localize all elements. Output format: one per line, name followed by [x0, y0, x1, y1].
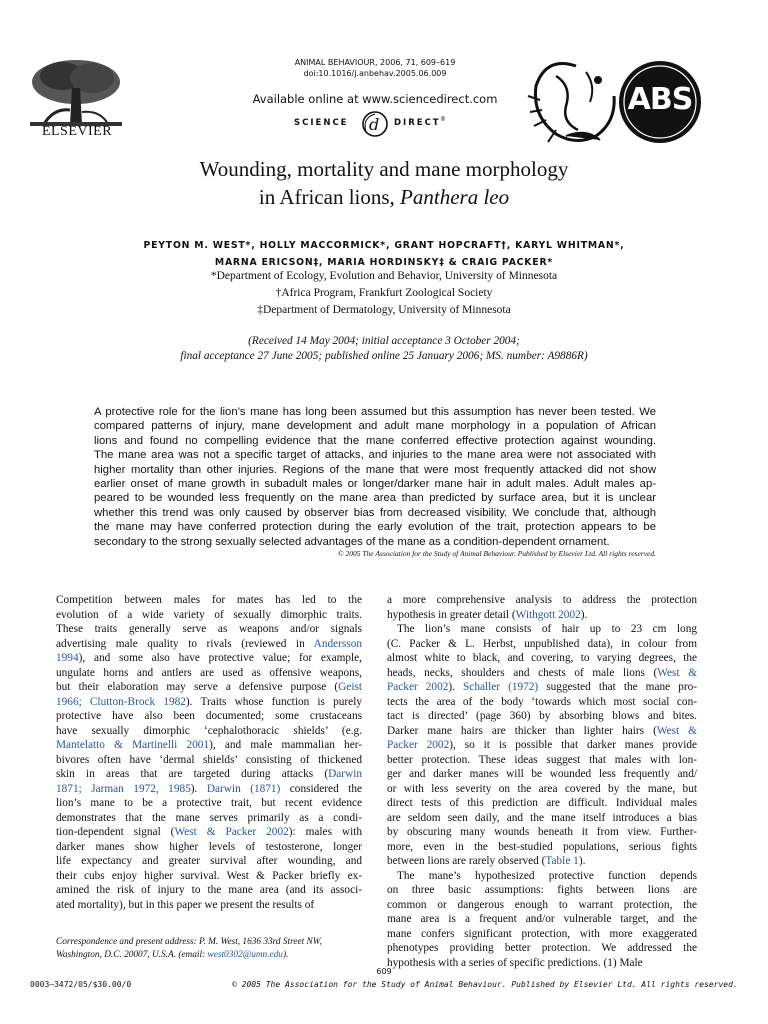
body-left-column	[56, 593, 362, 912]
correspondence-line2	[56, 950, 288, 960]
text-line	[56, 695, 362, 710]
doi[interactable]: doi:10.1016/j.anbehav.2005.06.009	[303, 69, 447, 78]
abstract-line: The mane area was not a specific target of attacks, and injuries to the mane area were not associated with	[94, 449, 656, 462]
text-segment: ).	[448, 681, 464, 693]
sd-left-text: SCIENCE	[294, 118, 349, 128]
text-segment: ), so it is possible that darker manes provide	[449, 739, 697, 751]
affiliation-2: †Africa Program, Frankfurt Zoological Society	[275, 287, 493, 299]
text-segment: The lion’s mane consists of hair up to 23 cm long	[397, 623, 697, 635]
citation-link[interactable]: Mantelatto & Martinelli 2001	[56, 739, 210, 751]
text-line	[387, 622, 697, 637]
text-segment: almost white to black, and covering, to varying degrees, the	[387, 652, 697, 664]
text-segment: Darker mane hairs are thicker than lighter hairs (	[387, 724, 657, 737]
text-line	[56, 811, 362, 826]
citation-link[interactable]: Andersson	[313, 637, 362, 650]
text-line	[56, 680, 362, 695]
text-line	[387, 738, 697, 753]
text-segment: or with less severity on the area covered by the mane, but	[387, 782, 697, 795]
abstract-line: lions and found no compelling evidence that the mane conferred effective protection against wounding.	[94, 434, 656, 447]
text-line	[387, 840, 697, 855]
citation-link[interactable]: 1994	[56, 652, 79, 664]
citation-link[interactable]: West &	[656, 724, 697, 737]
citation-link[interactable]: Table 1	[545, 855, 579, 867]
registered-mark-icon: ®	[440, 116, 446, 123]
text-segment: ). Traits whose function is purely	[185, 695, 362, 708]
text-segment: These traits generally serve as weapons and/or signals	[56, 623, 362, 635]
citation-link[interactable]: Packer 2002	[387, 739, 450, 751]
citation-link[interactable]: Darwin	[328, 768, 362, 780]
text-segment: The mane’s hypothesized protective function depends	[397, 869, 697, 882]
text-segment: suggested that the mane pro-	[538, 681, 697, 693]
text-segment: tects the area of the body ‘towards which most social con-	[387, 695, 697, 708]
issn: 0003–3472/05/$30.00/0	[30, 980, 132, 989]
text-line	[56, 608, 362, 623]
citation-link[interactable]: West & Packer 2002	[174, 826, 289, 838]
text-line	[387, 767, 697, 782]
text-line	[387, 883, 697, 898]
abstract-line: whether this trend was only caused by observer bias from decreased visibility. We conclude that, although	[94, 506, 656, 519]
text-line	[56, 593, 362, 608]
abstract-line: secondary to the strong sexually selected advantages of the mane as a condition-dependent ornament.	[94, 535, 610, 548]
text-segment: demonstrates that the mane serves primarily as a condi-	[56, 811, 362, 824]
text-line	[56, 724, 362, 739]
text-segment: their cubs enjoy higher survival. West & Packer briefly ex-	[56, 869, 362, 882]
text-line	[56, 869, 362, 884]
text-line	[387, 695, 697, 710]
text-line	[387, 608, 697, 623]
text-segment: hypothesis with a series of specific predictions. (1) Male	[387, 956, 643, 969]
text-line	[387, 782, 697, 797]
text-line	[56, 622, 362, 637]
text-line	[56, 651, 362, 666]
text-line	[387, 912, 697, 927]
text-segment: a more comprehensive analysis to address the protection	[387, 594, 697, 606]
text-segment: (C. Packer & L. Herbst, unpublished data), in colour from	[387, 637, 697, 650]
authors-line1: PEYTON M. WEST*, HOLLY MACCORMICK*, GRANT HOPCRAFT†, KARYL WHITMAN*,	[143, 240, 625, 251]
authors-line2: MARNA ERICSON‡, MARIA HORDINSKY‡ & CRAIG PACKER*	[214, 257, 554, 268]
text-line	[387, 941, 697, 956]
text-segment: have sexually dimorphic ‘cephalothoracic shields’ (e.g.	[56, 724, 362, 737]
text-segment: advertising male quality to rivals (reviewed in	[56, 637, 314, 650]
footer-copyright: © 2005 The Association for the Study of Animal Behaviour. Published by Elsevier Ltd. All rights reserved.	[232, 980, 738, 989]
text-line	[387, 680, 697, 695]
text-line	[387, 869, 697, 884]
text-line	[56, 883, 362, 898]
abstract-line: peared to be wounded less frequently on the mane area than predicted by surface area, but it is unclear	[94, 492, 656, 505]
text-segment: common or dangerous enough to warrant protection, the	[387, 898, 697, 911]
text-segment: mane confers significant protection, with more exaggerated	[387, 927, 697, 940]
text-line	[56, 637, 362, 652]
article-title-line2	[0, 185, 768, 210]
citation-link[interactable]: 1966; Clutton-Brock 1982	[56, 695, 186, 708]
text-segment: ated mortality), but in this paper we present the results of	[56, 898, 315, 911]
text-segment: ), and male mammalian her-	[209, 739, 363, 751]
text-segment: hypothesis in greater detail (	[387, 608, 516, 621]
affiliation-1: *Department of Ecology, Evolution and Behavior, University of Minnesota	[210, 270, 558, 282]
text-segment: lion’s mane to be a protective trait, but recent evidence	[56, 797, 362, 809]
text-segment: ger and darker manes will be wounded less frequently and/	[387, 768, 697, 780]
correspondence-prefix: Washington, D.C. 20007, U.S.A. (email:	[56, 950, 208, 960]
abstract-line: higher mortality than other injuries. Regions of the mane that were most frequently attacked did not show	[94, 463, 656, 476]
text-segment: by obscuring many wounds beneath it from view. Further-	[387, 826, 697, 838]
abstract-line: earlier onset of mane growth in subadult males or longer/darker mane hair in adult males. Adult males ap-	[94, 478, 656, 491]
text-segment: direct tests of this prediction are difficult. Individual males	[387, 797, 697, 809]
text-line	[56, 898, 362, 913]
text-line	[387, 753, 697, 768]
title-plain: in African lions,	[258, 185, 401, 209]
text-line	[387, 709, 697, 724]
body-right-column	[387, 593, 697, 970]
text-line	[56, 796, 362, 811]
text-segment: phenotypes providing better protection. We addressed the	[387, 942, 697, 954]
citation-link[interactable]: Packer 2002	[387, 681, 449, 693]
email-link[interactable]: west0302@umn.edu	[207, 950, 283, 960]
text-segment: considered the	[280, 782, 362, 795]
text-segment: bivores often have ‘dermal shields’ consisting of thickened	[56, 753, 362, 766]
article-title-line1: Wounding, mortality and mane morphology	[199, 157, 569, 181]
elsevier-wordmark: ELSEVIER	[41, 124, 113, 139]
citation-link[interactable]: West &	[657, 666, 697, 679]
text-line	[387, 651, 697, 666]
text-segment: tact is directed’ (page 360) by absorbing blows and bites.	[387, 710, 697, 722]
correspondence-line1: Correspondence and present address: P. M. West, 1636 33rd Street NW,	[56, 937, 322, 947]
text-segment: more, even in the best-studied populations, serious fights	[387, 840, 697, 853]
text-line	[387, 724, 697, 739]
abs-logo-text: ABS	[627, 82, 693, 117]
citation-link[interactable]: Geist	[338, 681, 362, 693]
abstract-line: compared patterns of injury, mane development and adult mane morphology in a population of African	[94, 420, 656, 433]
sd-right-text: DIRECT	[394, 118, 441, 128]
text-segment: mane area is a frequent and/or vulnerable target, and the	[387, 913, 697, 925]
correspondence-suffix: ).	[282, 950, 289, 960]
abs-society-logo	[618, 60, 702, 144]
sd-mark: d	[369, 115, 380, 134]
abstract-copyright: © 2005 The Association for the Study of Animal Behaviour. Published by Elsevier Ltd. All rights reserved.	[337, 549, 656, 558]
text-line	[56, 782, 362, 797]
text-line	[387, 927, 697, 942]
text-segment: protective have also been documented; some crustaceans	[56, 710, 362, 722]
text-line	[56, 753, 362, 768]
journal-citation: ANIMAL BEHAVIOUR, 2006, 71, 609–619	[294, 58, 456, 67]
text-segment: are seldom seen daily, and the mane itself introduces a bias	[387, 811, 697, 824]
animal-ornament-icon	[526, 56, 624, 148]
available-online[interactable]: Available online at www.sciencedirect.com	[252, 92, 498, 106]
abstract	[94, 405, 656, 549]
text-line	[387, 666, 697, 681]
text-line	[56, 825, 362, 840]
text-segment: ungulate horns and antlers are used as offensive weapons,	[56, 666, 362, 679]
affiliation-3: ‡Department of Dermatology, University of Minnesota	[257, 304, 511, 316]
text-segment: between lions are rarely observed (	[387, 855, 546, 867]
text-segment: skin in areas that are targeted during attacks (	[56, 768, 329, 780]
text-line	[387, 898, 697, 913]
title-species: Panthera leo	[400, 185, 510, 209]
text-line	[387, 593, 697, 608]
text-line	[56, 709, 362, 724]
text-segment: ): males with	[288, 826, 363, 838]
text-segment: ).	[580, 608, 588, 621]
text-line	[56, 767, 362, 782]
text-segment: better protection. These ideas suggest that males with lon-	[387, 753, 697, 766]
received-dates-line2: final acceptance 27 June 2005; published online 25 January 2006; MS. number: A9886R)	[180, 350, 588, 362]
text-segment: evolution of a wide variety of sexually dimorphic traits.	[56, 608, 362, 621]
text-line	[56, 738, 362, 753]
citation-link[interactable]: Darwin (1871)	[206, 782, 281, 795]
text-segment: ).	[190, 782, 207, 795]
text-line	[387, 637, 697, 652]
text-line	[56, 840, 362, 855]
text-segment: ).	[578, 855, 586, 867]
text-segment: on three basic assumptions: fights between lions are	[387, 884, 697, 896]
text-segment: life expectancy and greater survival after wounding, and	[56, 855, 362, 867]
page-number: 609	[376, 967, 392, 976]
citation-link[interactable]: Withgott 2002	[515, 608, 581, 621]
text-segment: but their elaboration may serve a defensive purpose (	[56, 681, 339, 693]
text-line	[387, 811, 697, 826]
citation-link[interactable]: Schaller (1972)	[463, 681, 539, 693]
text-line	[387, 854, 697, 869]
text-segment: amined the risk of injury to the mane area (and its associ-	[56, 884, 362, 896]
text-line	[387, 796, 697, 811]
text-line	[387, 825, 697, 840]
abstract-line: the mane may have conferred protection during the early evolution of the trait, protection appears to be	[94, 521, 656, 534]
text-segment: darker manes show higher levels of testosterone, longer	[56, 840, 362, 853]
text-line	[56, 666, 362, 681]
sciencedirect-logo	[250, 110, 500, 138]
text-segment: ), and some also have protective value; for example,	[78, 652, 362, 664]
text-segment: tion-dependent signal (	[56, 826, 175, 838]
elsevier-tree-logo	[24, 58, 128, 132]
received-dates-line1: (Received 14 May 2004; initial acceptance 3 October 2004;	[248, 335, 520, 347]
text-line	[56, 854, 362, 869]
text-segment: heads, necks, shoulders and chests of male lions (	[387, 666, 658, 679]
citation-link[interactable]: 1871; Jarman 1972, 1985	[56, 782, 191, 795]
text-segment: Competition between males for mates has led to the	[56, 594, 362, 606]
abstract-line: A protective role for the lion’s mane has long been assumed but this assumption has never been tested. We	[94, 406, 656, 418]
